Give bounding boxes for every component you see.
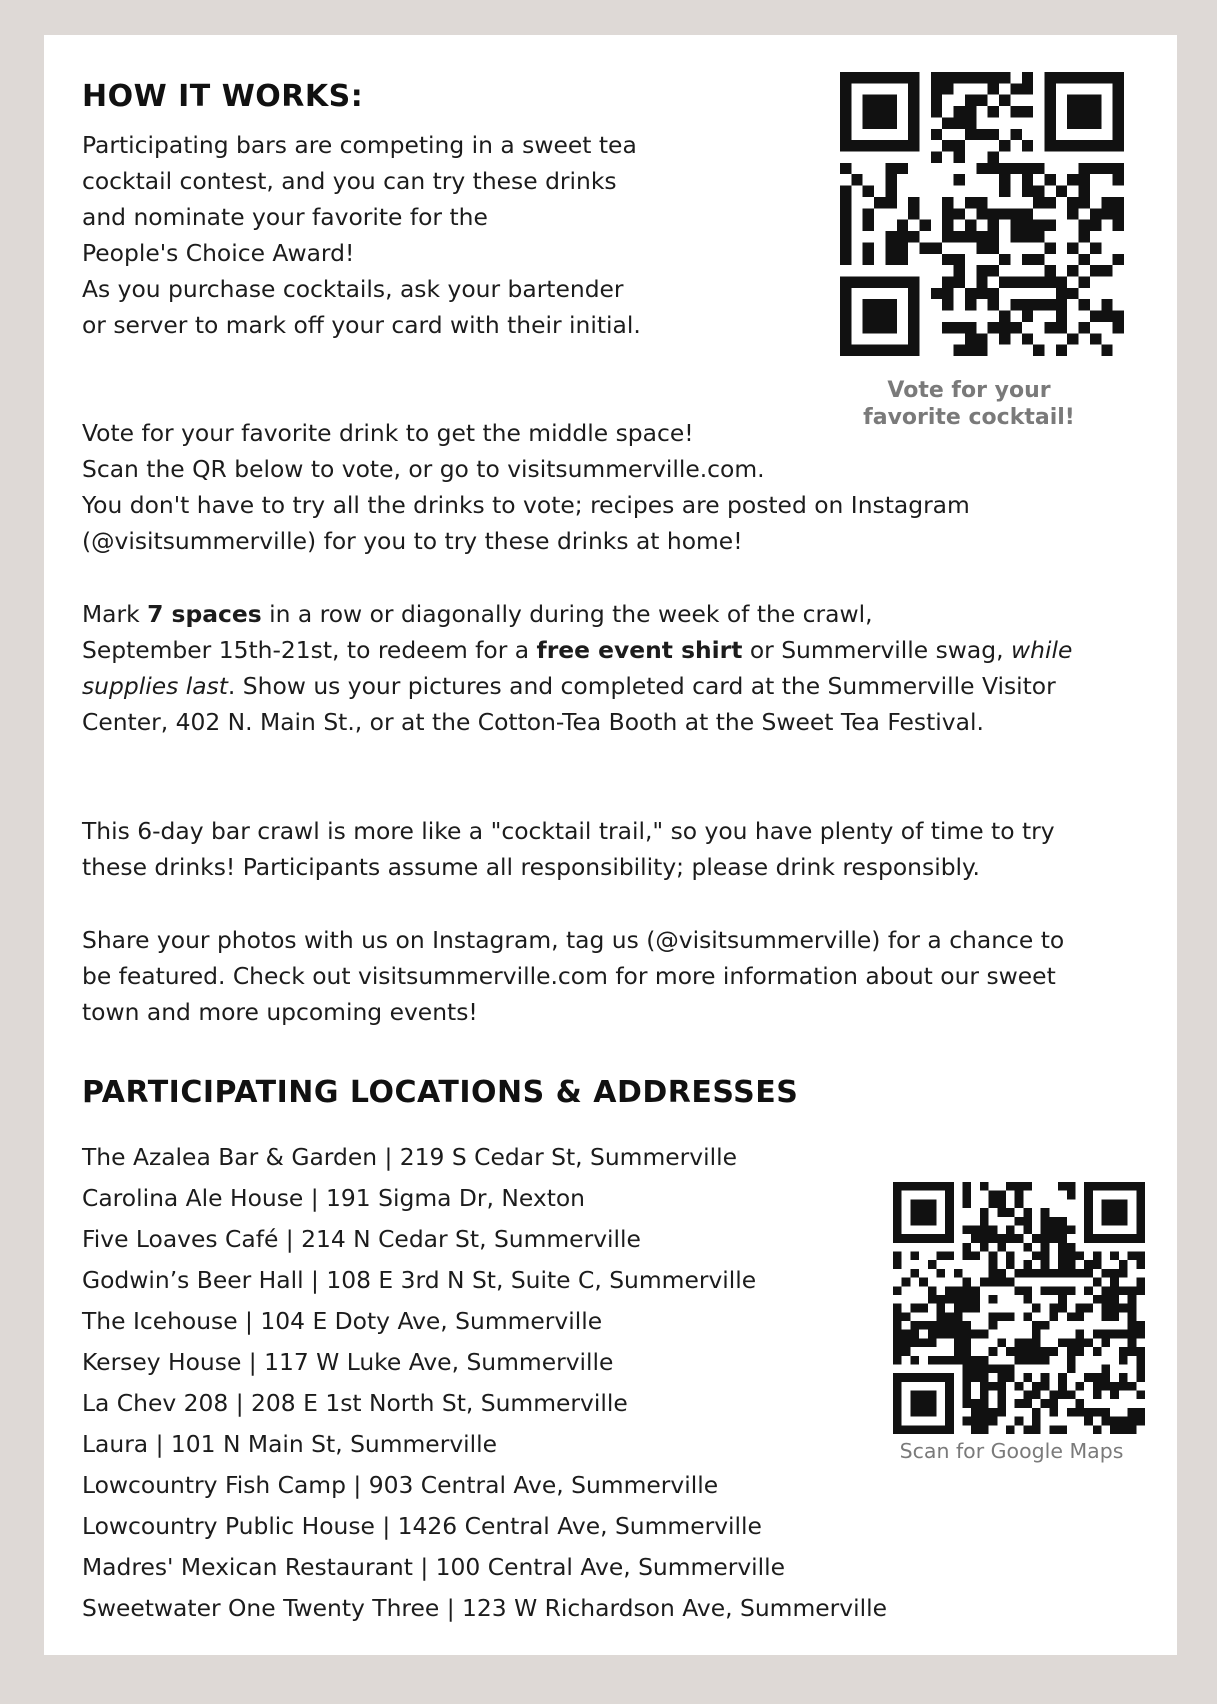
location-item: Godwin’s Beer Hall | 108 E 3rd N St, Suite C, Summerville [82,1266,757,1294]
vote-qr-code[interactable] [840,72,1124,356]
how-it-works-heading: HOW IT WORKS: [82,79,364,114]
location-item: The Icehouse | 104 E Doty Ave, Summerville [82,1307,603,1335]
share-paragraph: Share your photos with us on Instagram, tag us (@visitsummerville) for a chance to be featured. Check out visitsummerville.com for more information about our sweet town and more upcoming events! [82,926,1065,1026]
intro-paragraph: Participating bars are competing in a sweet tea cocktail contest, and you can try these drinks and nominate your favorite for the People's Choice Award! [82,131,637,267]
maps-qr-code[interactable] [893,1182,1145,1434]
location-item: Lowcountry Fish Camp | 903 Central Ave, Summerville [82,1471,719,1499]
vote-paragraph: Vote for your favorite drink to get the middle space! Scan the QR below to vote, or go to visitsummerville.com. You don't have to try all the drinks to vote; recipes are posted on Instagram (@visitsummerville) for you to try these drinks at home! [82,419,970,555]
locations-list [82,1137,887,1629]
vote-qr-caption: Vote for your favorite cocktail! [863,378,1075,430]
location-item: Five Loaves Café | 214 N Cedar St, Summerville [82,1225,641,1253]
location-item: Lowcountry Public House | 1426 Central Ave, Summerville [82,1512,762,1540]
location-item: The Azalea Bar & Garden | 219 S Cedar St, Summerville [82,1143,737,1171]
redeem-paragraph: Mark 7 spaces in a row or diagonally during the week of the crawl, September 15th-21st, to redeem for a free event shirt or Summerville swag, while supplies last. Show us your pictures and completed card at the Summerville Visitor Center, 402 N. Main St., or at the Cotton-Tea Booth at the Sweet Tea Festival. [82,600,1073,736]
location-item: Madres' Mexican Restaurant | 100 Central Ave, Summerville [82,1553,786,1581]
locations-heading: PARTICIPATING LOCATIONS & ADDRESSES [82,1075,799,1110]
location-item: Sweetwater One Twenty Three | 123 W Richardson Ave, Summerville [82,1594,887,1622]
location-item: La Chev 208 | 208 E 1st North St, Summerville [82,1389,628,1417]
responsibility-paragraph: This 6-day bar crawl is more like a "cocktail trail," so you have plenty of time to try these drinks! Participants assume all responsibility; please drink responsibly. [82,817,1055,881]
location-item: Laura | 101 N Main St, Summerville [82,1430,498,1458]
maps-qr-caption: Scan for Google Maps [899,1439,1124,1463]
location-item: Carolina Ale House | 191 Sigma Dr, Nexton [82,1184,586,1212]
info-card [44,35,1177,1655]
purchase-paragraph: As you purchase cocktails, ask your bartender or server to mark off your card with their initial. [82,275,641,339]
location-item: Kersey House | 117 W Luke Ave, Summerville [82,1348,614,1376]
